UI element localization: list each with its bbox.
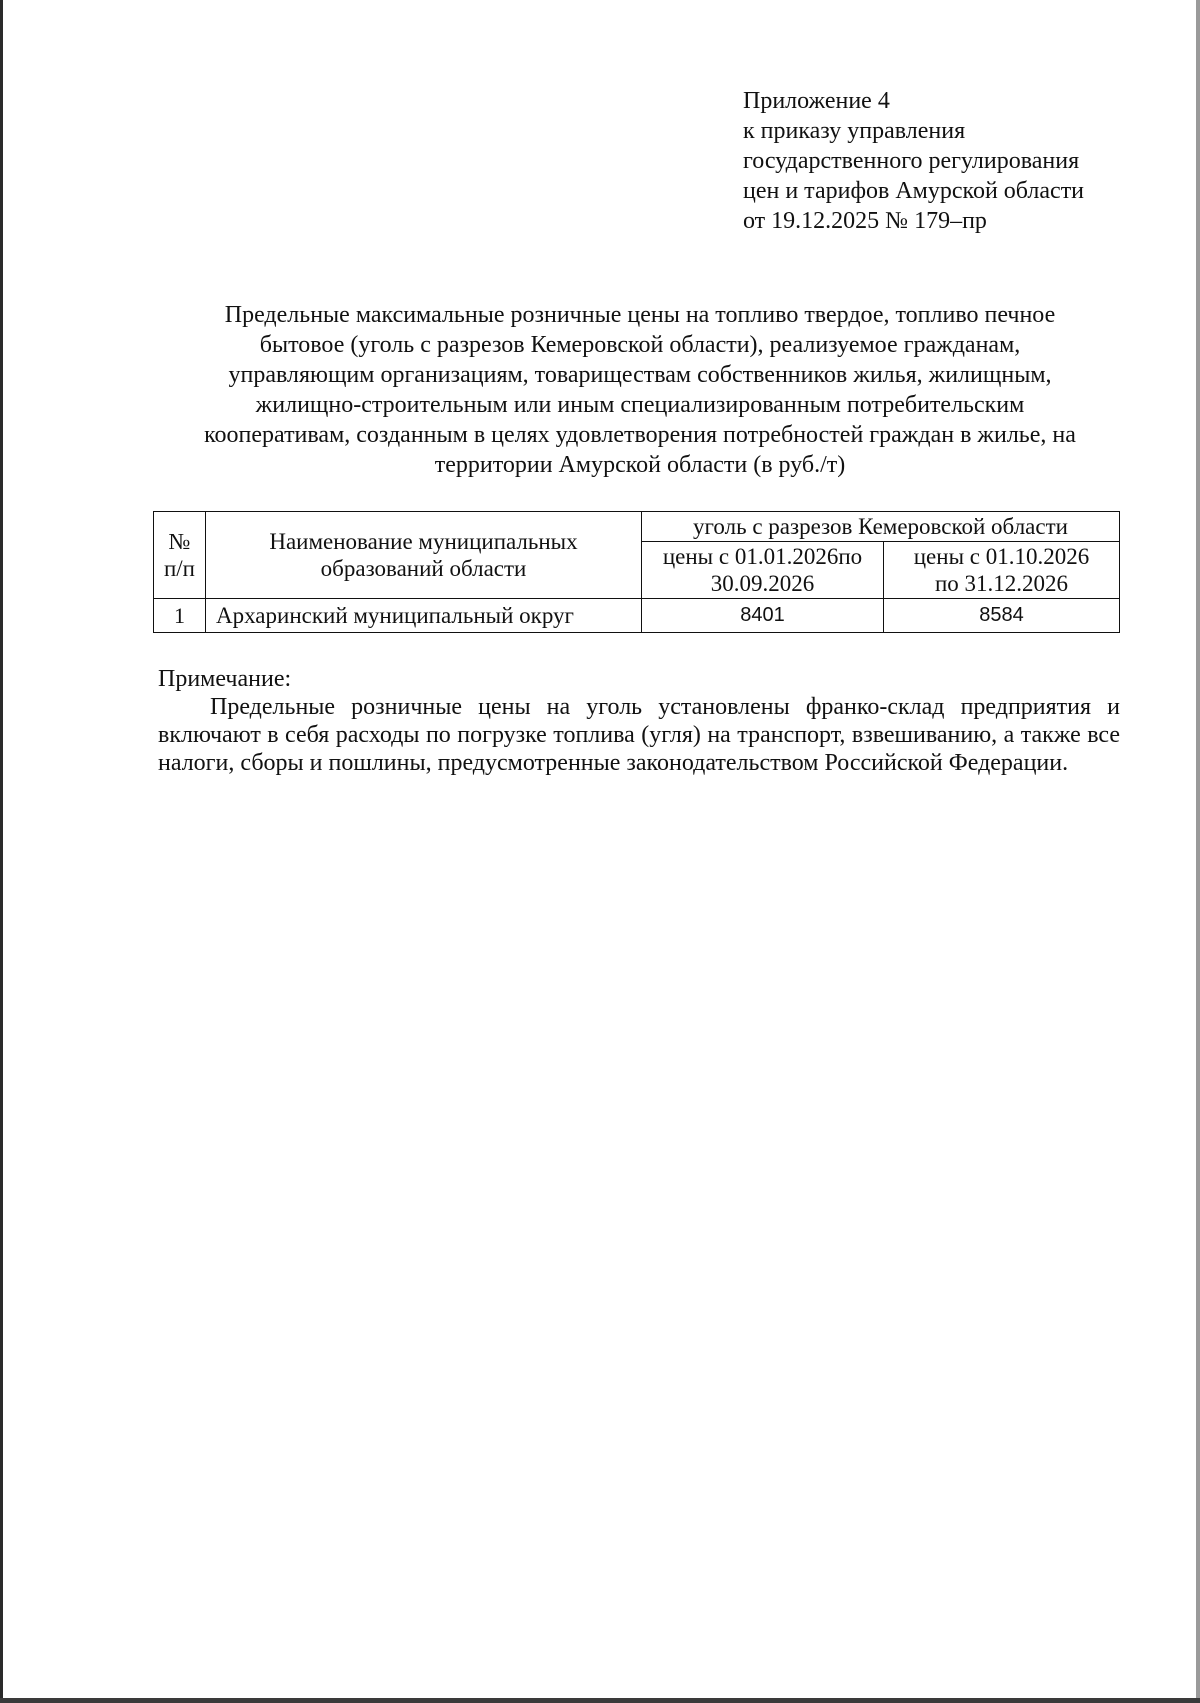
row-municipality: Архаринский муниципальный округ <box>206 599 642 633</box>
table-row <box>154 599 1120 633</box>
table-header-row <box>154 512 1120 542</box>
row-price-period-2: 8584 <box>884 599 1120 633</box>
appendix-header <box>743 86 1084 236</box>
row-number: 1 <box>154 599 206 633</box>
title-line: территории Амурской области (в руб./т) <box>434 452 846 478</box>
appendix-line: Приложение 4 <box>743 88 890 114</box>
title-line: кооперативам, созданным в целях удовлетворения потребностей граждан в жилье, на <box>204 422 1076 448</box>
title-line: Предельные максимальные розничные цены на топливо твердое, топливо печное <box>224 302 1056 328</box>
price-table <box>153 511 1120 633</box>
scan-edge-left <box>0 0 3 1703</box>
scan-edge-bottom <box>0 1698 1200 1703</box>
note-text: Предельные розничные цены на уголь установлены франко-склад предприятия и включают в себя расходы по погрузке топлива (угля) на транспорт, взвешиванию, а также все налоги, сборы и пошлины, предусмотренные законодательством Российской Федерации. <box>158 694 1120 776</box>
appendix-line: цен и тарифов Амурской области <box>743 178 1085 204</box>
scan-edge-right <box>1196 0 1200 1703</box>
title-line: бытовое (уголь с разрезов Кемеровской области), реализуемое гражданам, <box>259 332 1021 358</box>
appendix-line: от 19.12.2025 № 179–пр <box>743 208 987 234</box>
title-line: управляющим организациям, товариществам собственников жилья, жилищным, <box>228 362 1052 388</box>
header-period-1: цены с 01.01.2026по 30.09.2026 <box>642 542 884 599</box>
note-label: Примечание: <box>158 666 292 692</box>
document-title <box>150 300 1130 480</box>
appendix-line: к приказу управления <box>743 118 966 144</box>
header-number: № п/п <box>154 512 206 599</box>
header-municipality-name: Наименование муниципальных образований области <box>206 512 642 599</box>
row-price-period-1: 8401 <box>642 599 884 633</box>
header-coal-group: уголь с разрезов Кемеровской области <box>642 512 1120 542</box>
appendix-line: государственного регулирования <box>743 148 1080 174</box>
title-line: жилищно-строительным или иным специализированным потребительским <box>255 392 1025 418</box>
header-period-2: цены с 01.10.2026 по 31.12.2026 <box>884 542 1120 599</box>
